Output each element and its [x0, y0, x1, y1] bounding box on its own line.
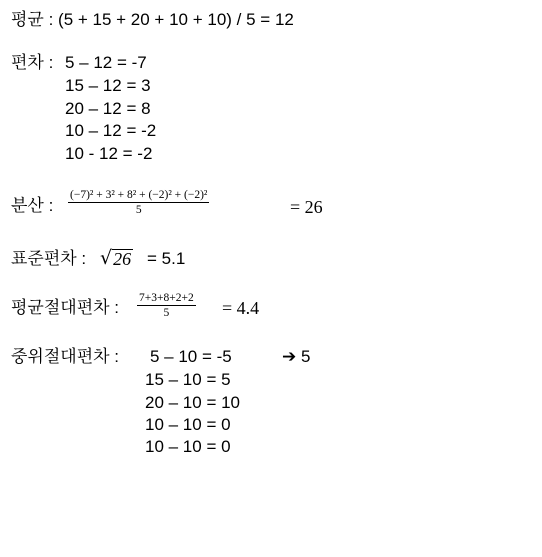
mad-denominator: 5	[163, 307, 170, 319]
right-arrow-icon: ➔	[282, 347, 297, 366]
sqrt-value: 26	[113, 249, 132, 269]
variance-result: = 26	[290, 197, 323, 217]
median-ad-label: 중위절대편차 :	[11, 347, 119, 366]
std-dev-label: 표준편차 :	[11, 249, 87, 268]
variance-label: 분산 :	[11, 196, 54, 215]
std-dev-result: = 5.1	[147, 249, 186, 268]
median-ad-row: 10 – 10 = 0	[145, 437, 231, 456]
deviation-row: 10 – 12 = -2	[65, 121, 157, 140]
mad-result: = 4.4	[222, 298, 260, 318]
median-ad-row: 20 – 10 = 10	[145, 393, 241, 412]
mad-fraction	[137, 291, 196, 320]
deviation-row: 20 – 12 = 8	[65, 99, 151, 118]
median-ad-median: 5	[300, 347, 311, 366]
sqrt-expression	[100, 248, 133, 268]
sqrt-icon: √	[100, 247, 113, 269]
median-ad-row: 15 – 10 = 5	[145, 370, 231, 389]
deviation-row: 15 – 12 = 3	[65, 76, 151, 95]
mad-numerator: 7+3+8+2+2	[139, 292, 194, 304]
mean-label: 평균 :	[11, 10, 54, 29]
mean-formula: (5 + 15 + 20 + 10 + 10) / 5 = 12	[58, 10, 294, 29]
deviation-row: 5 – 12 = -7	[65, 53, 147, 72]
mad-label: 평균절대편차 :	[11, 298, 119, 317]
variance-denominator: 5	[135, 204, 142, 216]
median-ad-row: 10 – 10 = 0	[145, 415, 231, 434]
deviation-row: 10 - 12 = -2	[65, 144, 153, 163]
variance-fraction	[68, 188, 209, 217]
median-ad-result	[282, 347, 310, 367]
variance-numerator: (−7)² + 3² + 8² + (−2)² + (−2)²	[70, 189, 208, 201]
deviation-label: 편차 :	[11, 53, 54, 72]
mean-line	[11, 10, 294, 30]
median-ad-row: 5 – 10 = -5	[150, 347, 232, 366]
